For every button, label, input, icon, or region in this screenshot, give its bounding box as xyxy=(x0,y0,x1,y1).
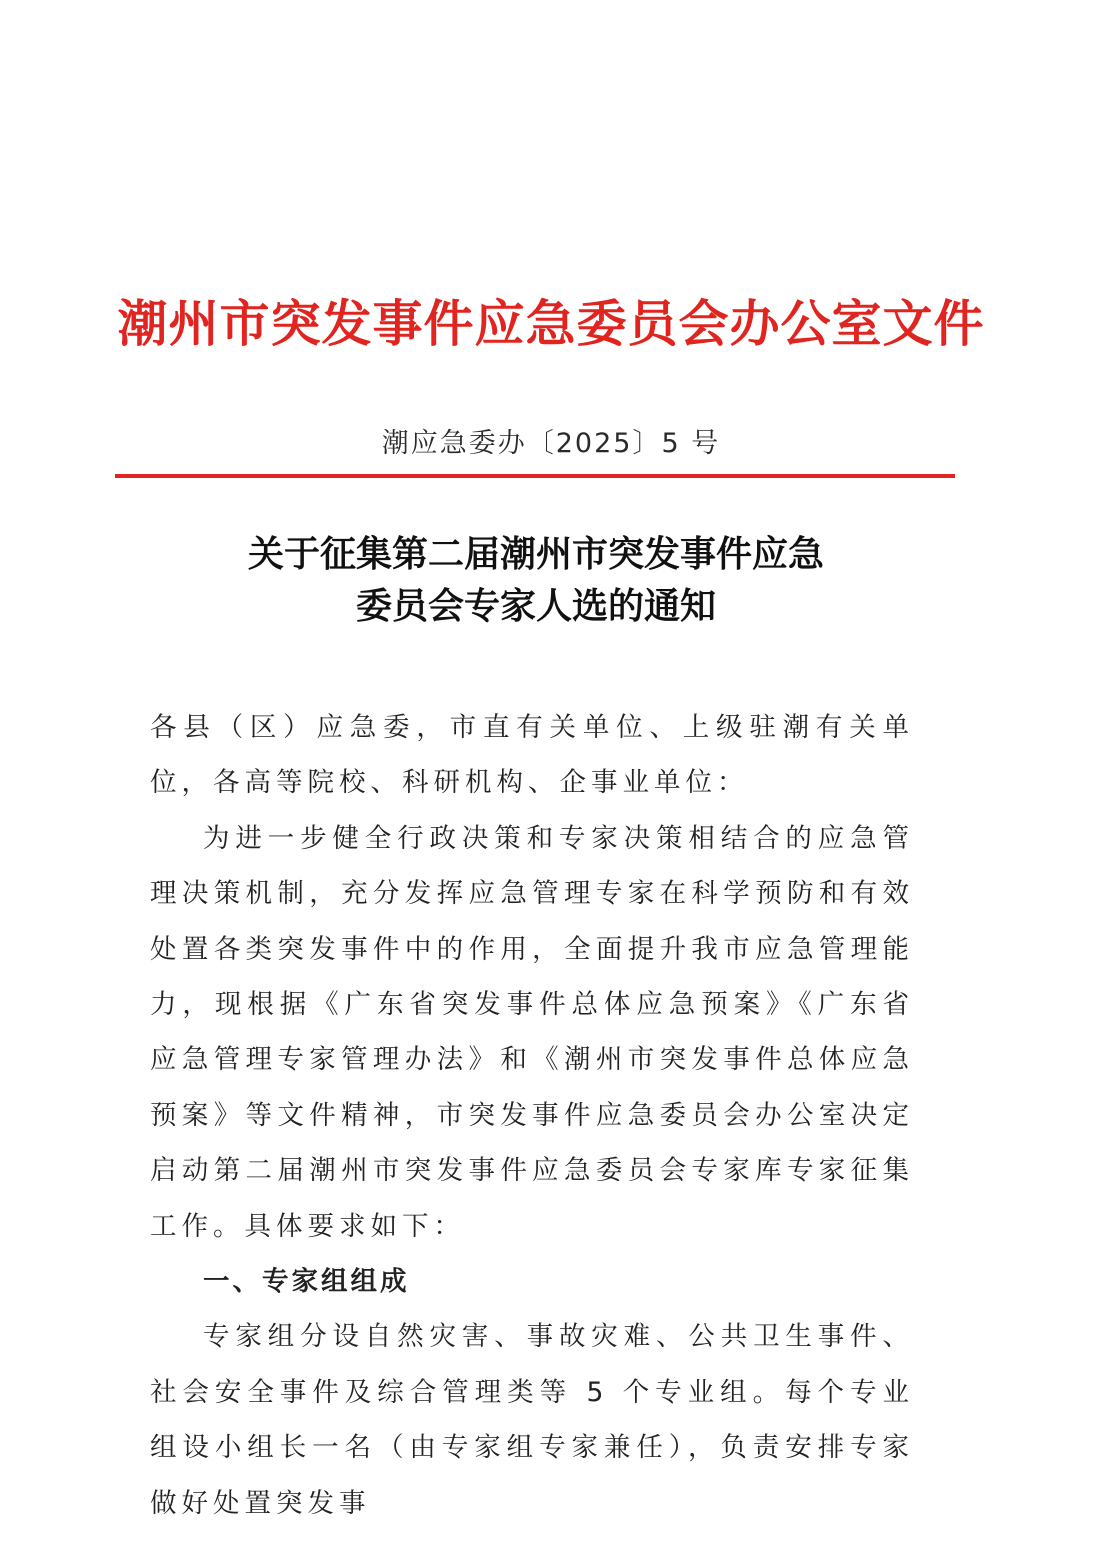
issuer-title: 潮州市突发事件应急委员会办公室文件 xyxy=(117,294,985,353)
intro-paragraph: 为进一步健全行政决策和专家决策相结合的应急管理决策机制，充分发挥应急管理专家在科学预防和有效处置各类突发事件中的作用，全面提升我市应急管理能力，现根据《广东省突发事件总体应急预案》《广东省应急管理专家管理办法》和《潮州市突发事件总体应急预案》等文件精神，市突发事件应急委员会办公室决定启动第二届潮州市突发事件应急委员会专家库专家征集工作。具体要求如下： xyxy=(150,822,914,1242)
notice-title xyxy=(0,528,1072,632)
notice-title-line-1: 关于征集第二届潮州市突发事件应急 xyxy=(247,533,824,575)
notice-body xyxy=(150,700,914,1531)
recipients-paragraph: 各县（区）应急委，市直有关单位、上级驻潮有关单位，各高等院校、科研机构、企事业单位： xyxy=(150,712,914,799)
section-heading-expert-group: 一、专家组组成 xyxy=(203,1266,410,1298)
notice-title-line-2: 委员会专家人选的通知 xyxy=(355,585,716,627)
document-number: 潮应急委办〔2025〕5 号 xyxy=(381,428,721,459)
expert-group-paragraph: 专家组分设自然灾害、事故灾难、公共卫生事件、社会安全事件及综合管理类等 5 个专业组。每个专业组设小组长一名（由专家组专家兼任），负责安排专家做好处置突发事 xyxy=(150,1321,914,1519)
red-divider-line xyxy=(115,474,955,478)
